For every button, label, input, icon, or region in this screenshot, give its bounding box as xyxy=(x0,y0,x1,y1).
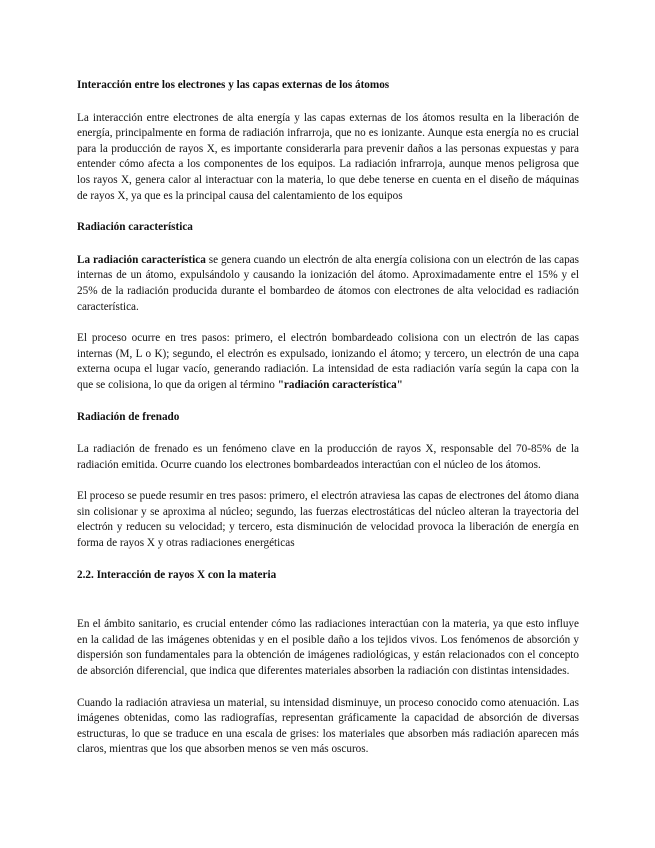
paragraph-radiacion-caracteristica-definicion xyxy=(77,253,579,315)
paragraph-ambito-sanitario: En el ámbito sanitario, es crucial entender cómo las radiaciones interactúan con la materia, ya que esto influye en la calidad de las imágenes obtenidas y en el posible daño a los tejidos vivos. Los fenómenos de absorción y dispersión son fundamentales para la obtención de imágenes radiológicas, y están relacionados con el concepto de absorción diferencial, que indica que diferentes materiales absorben la radiación con distintas intensidades. xyxy=(77,618,579,678)
paragraph-text: El proceso ocurre en tres pasos: primero, el electrón bombardeado colisiona con un electrón de las capas internas (M, L o K); segundo, el electrón es expulsado, ionizando el átomo; y tercero, un electrón de una capa externa ocupa el lugar vacío, generando radiación. La intensidad de esta radiación varía según la capa con la que se colisiona, lo que da origen al término xyxy=(77,332,579,391)
paragraph-proceso-frenado: El proceso se puede resumir en tres pasos: primero, el electrón atraviesa las capas de electrones del átomo diana sin colisionar y se aproxima al núcleo; segundo, las fuerzas electrostáticas del núcleo alteran la trayectoria del electrón y reducen su velocidad; y tercero, esta disminución de velocidad provoca la liberación de energía en forma de rayos X y otras radiaciones energéticas xyxy=(77,490,579,550)
term-radiacion-caracteristica: La radiación característica xyxy=(77,253,206,266)
paragraph-text: se genera cuando un electrón de alta energía colisiona con un electrón de las capas internas de un átomo, expulsándolo y causando la ionización del átomo. Aproximadamente entre el 15% y el 25% de la radiación producida durante el bombardeo de átomos con electrones de alta velocidad es radiación característica. xyxy=(77,253,579,313)
paragraph-radiacion-infrarroja: La interacción entre electrones de alta energía y las capas externas de los átomos resulta en la liberación de energía, principalmente en forma de radiación infrarroja, que no es ionizante. Aunque esta energía no es crucial para la producción de rayos X, es importante considerarla para prevenir daños a las personas expuestas y para entender cómo afecta a los componentes de los equipos. La radiación infrarroja, aunque menos peligrosa que los rayos X, genera calor al interactuar con la materia, lo que debe tenerse en cuenta en el diseño de máquinas de rayos X, ya que es la principal causa del calentamiento de los equipos xyxy=(77,111,579,202)
paragraph-proceso-tres-pasos xyxy=(77,331,579,393)
paragraph-atenuacion: Cuando la radiación atraviesa un material, su intensidad disminuye, un proceso conocido como atenuación. Las imágenes obtenidas, como las radiografías, representan gráficamente la capacidad de absorción de diversas estructuras, lo que se traduce en una escala de grises: los materiales que absorben más radiación aparecen más claros, mientras que los que absorben menos se ven más oscuros. xyxy=(77,696,579,756)
section-heading-interaccion-electrones: Interacción entre los electrones y las capas externas de los átomos xyxy=(77,79,390,91)
term-radiacion-caracteristica-quoted: "radiación característica" xyxy=(277,378,403,391)
section-heading-radiacion-frenado: Radiación de frenado xyxy=(77,410,180,423)
paragraph-radiacion-frenado: La radiación de frenado es un fenómeno clave en la producción de rayos X, responsable del 70-85% de la radiación emitida. Ocurre cuando los electrones bombardeados interactúan con el núcleo de los átomos. xyxy=(77,443,579,471)
document-page xyxy=(77,78,579,758)
section-heading-radiacion-caracteristica: Radiación característica xyxy=(77,221,193,234)
section-heading-interaccion-rayos-x: 2.2. Interacción de rayos X con la materia xyxy=(77,568,277,581)
